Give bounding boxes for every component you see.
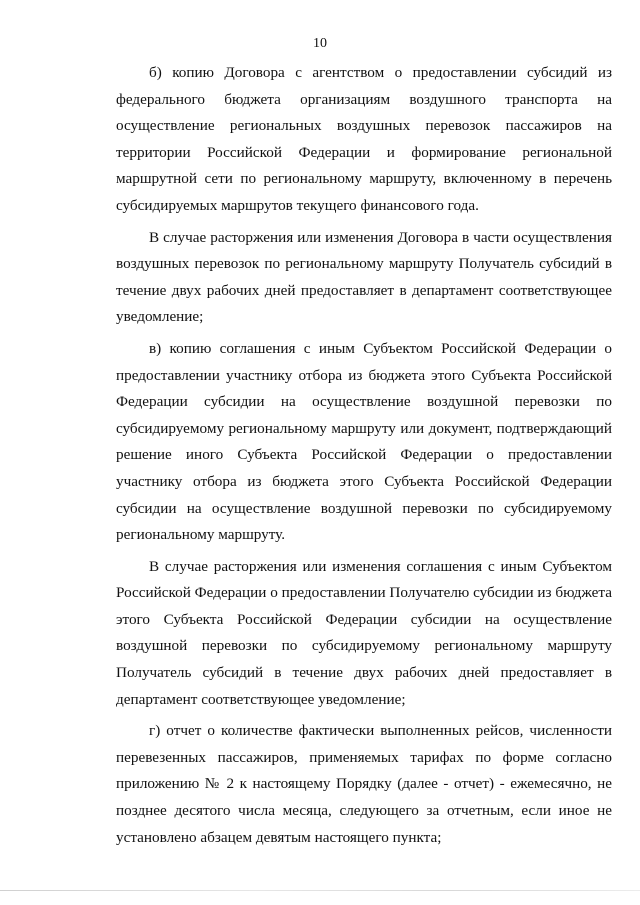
paragraph-agreement-termination: В случае расторжения или изменения соглашения с иным Субъектом Российской Федерации о предоставлении Получателю субсидии из бюджета этого Субъекта Российской Федерации субсидии на осуществление воздушной перевозки по субсидируемому региональному маршруту Получатель субсидий в течение двух рабочих дней предоставляет в департамент соответствующее уведомление; xyxy=(116,557,612,708)
paragraph-contract-termination: В случае расторжения или изменения Договора в части осуществления воздушных перевозок по региональному маршруту Получатель субсидий в течение двух рабочих дней предоставляет в департамент соответствующее уведомление; xyxy=(116,228,612,326)
paragraph-item-g: г) отчет о количестве фактически выполненных рейсов, численности перевезенных пассажиров, применяемых тарифах по форме согласно приложению № 2 к настоящему Порядку (далее - отчет) - ежемесячно, не позднее десятого числа месяца, следующего за отчетным, если иное не установлено абзацем девятым настоящего пункта; xyxy=(116,722,612,846)
document-body xyxy=(116,60,612,855)
paragraph-item-v: в) копию соглашения с иным Субъектом Российской Федерации о предоставлении участнику отбора из бюджета этого Субъекта Российской Федерации субсидии на осуществление воздушной перевозки по субсидируемому региональному маршруту или документ, подтверждающий решение иного Субъекта Российской Федерации о предоставлении участнику отбора из бюджета этого Субъекта Российской Федерации субсидии на осуществление воздушной перевозки по субсидируемому региональному маршруту. xyxy=(116,339,612,544)
page-number: 10 xyxy=(313,36,327,51)
scan-edge-divider xyxy=(0,890,640,891)
paragraph-item-b: б) копию Договора с агентством о предоставлении субсидий из федерального бюджета организациям воздушного транспорта на осуществление региональных воздушных перевозок пассажиров на территории Российской Федерации и формирование региональной маршрутной сети по региональному маршруту, включенному в перечень субсидируемых маршрутов текущего финансового года. xyxy=(116,64,612,214)
